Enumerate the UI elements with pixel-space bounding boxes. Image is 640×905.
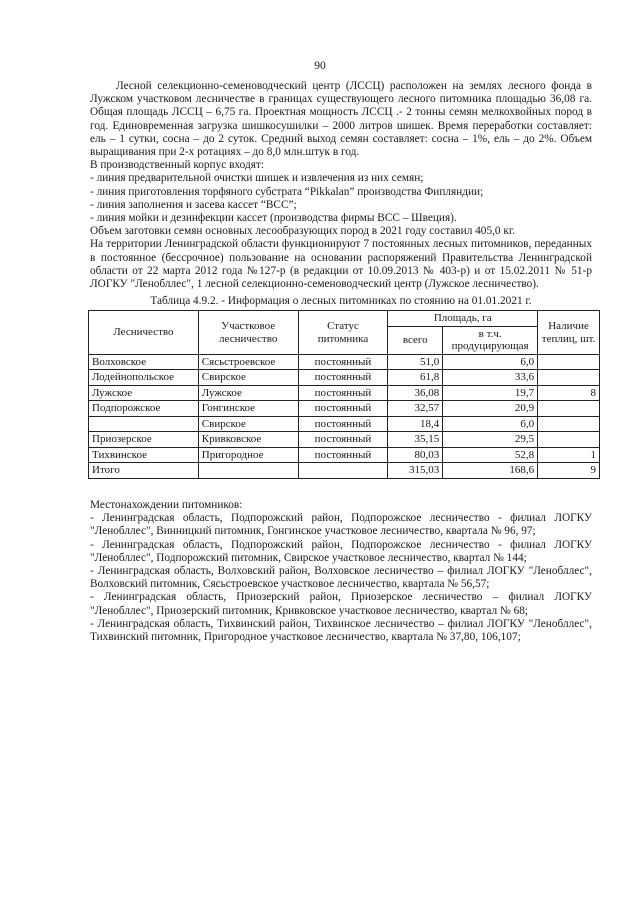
- cell-status: постоянный: [298, 447, 388, 463]
- building-item: - линия заполнения и засева кассет “ВСС”;: [90, 198, 297, 211]
- cell-area-total: 18,4: [388, 416, 443, 432]
- cell-forestry: Волховское: [89, 354, 199, 370]
- cell-total-greenhouses: 9: [538, 463, 600, 479]
- cell-area-productive: 29,5: [443, 432, 538, 448]
- cell-greenhouses: [538, 401, 600, 417]
- cell-area-total: 36,08: [388, 385, 443, 401]
- table-caption: Таблица 4.9.2. - Информация о лесных питомниках по стоянию на 01.01.2021 г.: [150, 295, 532, 308]
- table-body: [89, 354, 600, 478]
- cell-district: Свирское: [198, 416, 298, 432]
- locations-title: Местонахождении питомников:: [90, 498, 243, 511]
- table-row: [89, 416, 600, 432]
- cell-forestry: Подпорожское: [89, 401, 199, 417]
- building-item: - линия предварительной очистки шишек и извлечения из них семян;: [90, 172, 424, 185]
- cell-forestry: Лужское: [89, 385, 199, 401]
- cell-forestry: [89, 416, 199, 432]
- table-header-row: [89, 311, 600, 327]
- cell-district: Пригородное: [198, 447, 298, 463]
- table-total-row: [89, 463, 600, 479]
- cell-status: постоянный: [298, 370, 388, 386]
- cell-forestry: Тихвинское: [89, 447, 199, 463]
- table-row: [89, 385, 600, 401]
- cell-area-total: 61,8: [388, 370, 443, 386]
- harvest-paragraph: Объем заготовки семян основных лесообразующих пород в 2021 году составил 405,0 кг.: [90, 225, 516, 238]
- cell-area-productive: 19,7: [443, 385, 538, 401]
- cell-area-total: 51,0: [388, 354, 443, 370]
- cell-greenhouses: [538, 354, 600, 370]
- table-row: [89, 401, 600, 417]
- cell-empty: [298, 463, 388, 479]
- location-item: - Ленинградская область, Тихвинский район, Тихвинское лесничество – филиал ЛОГКУ "Ленобллес", Тихвинский питомник, Пригородное участковое лесничество, квартала № 37,80, 106,107;: [90, 617, 592, 643]
- location-item: - Ленинградская область, Подпорожский район, Подпорожское лесничество - филиал ЛОГКУ "Ленобллес", Подпорожский питомник, Свирское участковое лесничество, квартал № 144;: [90, 538, 592, 564]
- cell-status: постоянный: [298, 385, 388, 401]
- header-area-productive: в т.ч. продуцирующая: [443, 326, 538, 354]
- cell-forestry: Приозерское: [89, 432, 199, 448]
- cell-area-productive: 52,8: [443, 447, 538, 463]
- cell-area-total: 35,15: [388, 432, 443, 448]
- cell-empty: [198, 463, 298, 479]
- header-status: Статус питомника: [298, 311, 388, 355]
- building-item: - линия приготовления торфяного субстрата “Pikkalan” производства Фипляндии;: [90, 185, 484, 198]
- cell-total-productive: 168,6: [443, 463, 538, 479]
- cell-total-label: Итого: [89, 463, 199, 479]
- cell-greenhouses: [538, 432, 600, 448]
- header-area-total: всего: [388, 326, 443, 354]
- page-number: 90: [314, 60, 326, 72]
- location-item: - Ленинградская область, Волховский район, Волховское лесничество – филиал ЛОГКУ "Ленобллес", Волховский питомник, Сясьстроевское участковое лесничество, квартала № 56,57;: [90, 564, 592, 591]
- building-item: - линия мойки и дезинфекции кассет (производства фирмы ВСС – Швеция).: [90, 212, 457, 225]
- cell-greenhouses: 1: [538, 447, 600, 463]
- cell-greenhouses: 8: [538, 385, 600, 401]
- header-district: Участковое лесничество: [198, 311, 298, 355]
- cell-status: постоянный: [298, 354, 388, 370]
- building-intro: В производственный корпус входят:: [90, 159, 264, 172]
- header-forestry: Лесничество: [89, 311, 199, 355]
- cell-area-total: 32,57: [388, 401, 443, 417]
- cell-status: постоянный: [298, 432, 388, 448]
- header-greenhouses: Наличие теплиц, шт.: [538, 311, 600, 355]
- cell-forestry: Лодейнопольское: [89, 370, 199, 386]
- table-row: [89, 354, 600, 370]
- cell-total-area: 315,03: [388, 463, 443, 479]
- cell-area-productive: 33,6: [443, 370, 538, 386]
- cell-district: Сясьстроевское: [198, 354, 298, 370]
- cell-area-total: 80,03: [388, 447, 443, 463]
- cell-area-productive: 6,0: [443, 416, 538, 432]
- cell-district: Гонгинское: [198, 401, 298, 417]
- cell-greenhouses: [538, 370, 600, 386]
- intro-paragraph: Лесной селекционно-семеноводческий центр (ЛССЦ) расположен на землях лесного фонда в Лужском участковом лесничестве в границах существующего лесного питомника площадью 36,08 га. Общая площадь ЛССЦ – 6,75 га. Проектная мощность ЛССЦ .- 2 тонны семян мелкохвойных пород в год. Единовременная загрузка шишкосушилки – 2000 литров шишек. Время переработки составляет: ель – 1 сутки, сосна – до 2 суток. Средний выход семян составляет: сосна – 1%, ель – до 2%. Объем выращивания при 2-х ротациях – до 8,0 млн.штук в год.: [90, 80, 592, 159]
- location-item: - Ленинградская область, Подпорожский район, Подпорожское лесничество - филиал ЛОГКУ "Ленобллес", Винницкий питомник, Гонгинское участковое лесничество, квартала № 96, 97;: [90, 512, 592, 538]
- nurseries-paragraph: На территории Ленинградской области функционируют 7 постоянных лесных питомников, переданных в постоянное (бессрочное) пользование на основании распоряжений Правительства Ленинградской области от 22 марта 2012 года №127-р (в редакции от 10.09.2013 № 403-р) и от 15.02.2011 № 51-р ЛОГКУ "Ленобллес", 1 лесной селекционно-семеноводческий центр (Лужское лесничество).: [90, 238, 592, 291]
- location-item: - Ленинградская область, Приозерский район, Приозерское лесничество – филиал ЛОГКУ "Ленобллес", Приозерский питомник, Кривковское участковое лесничество, квартал № 68;: [90, 591, 592, 617]
- locations-section: [90, 499, 592, 644]
- nurseries-table: [88, 310, 600, 479]
- cell-district: Лужское: [198, 385, 298, 401]
- cell-area-productive: 6,0: [443, 354, 538, 370]
- cell-greenhouses: [538, 416, 600, 432]
- cell-district: Кривковское: [198, 432, 298, 448]
- table-row: [89, 370, 600, 386]
- cell-status: постоянный: [298, 401, 388, 417]
- table-row: [89, 447, 600, 463]
- header-area: Площадь, га: [388, 311, 538, 327]
- table-row: [89, 432, 600, 448]
- cell-status: постоянный: [298, 416, 388, 432]
- cell-area-productive: 20,9: [443, 401, 538, 417]
- page-body: [90, 80, 596, 644]
- cell-district: Свирское: [198, 370, 298, 386]
